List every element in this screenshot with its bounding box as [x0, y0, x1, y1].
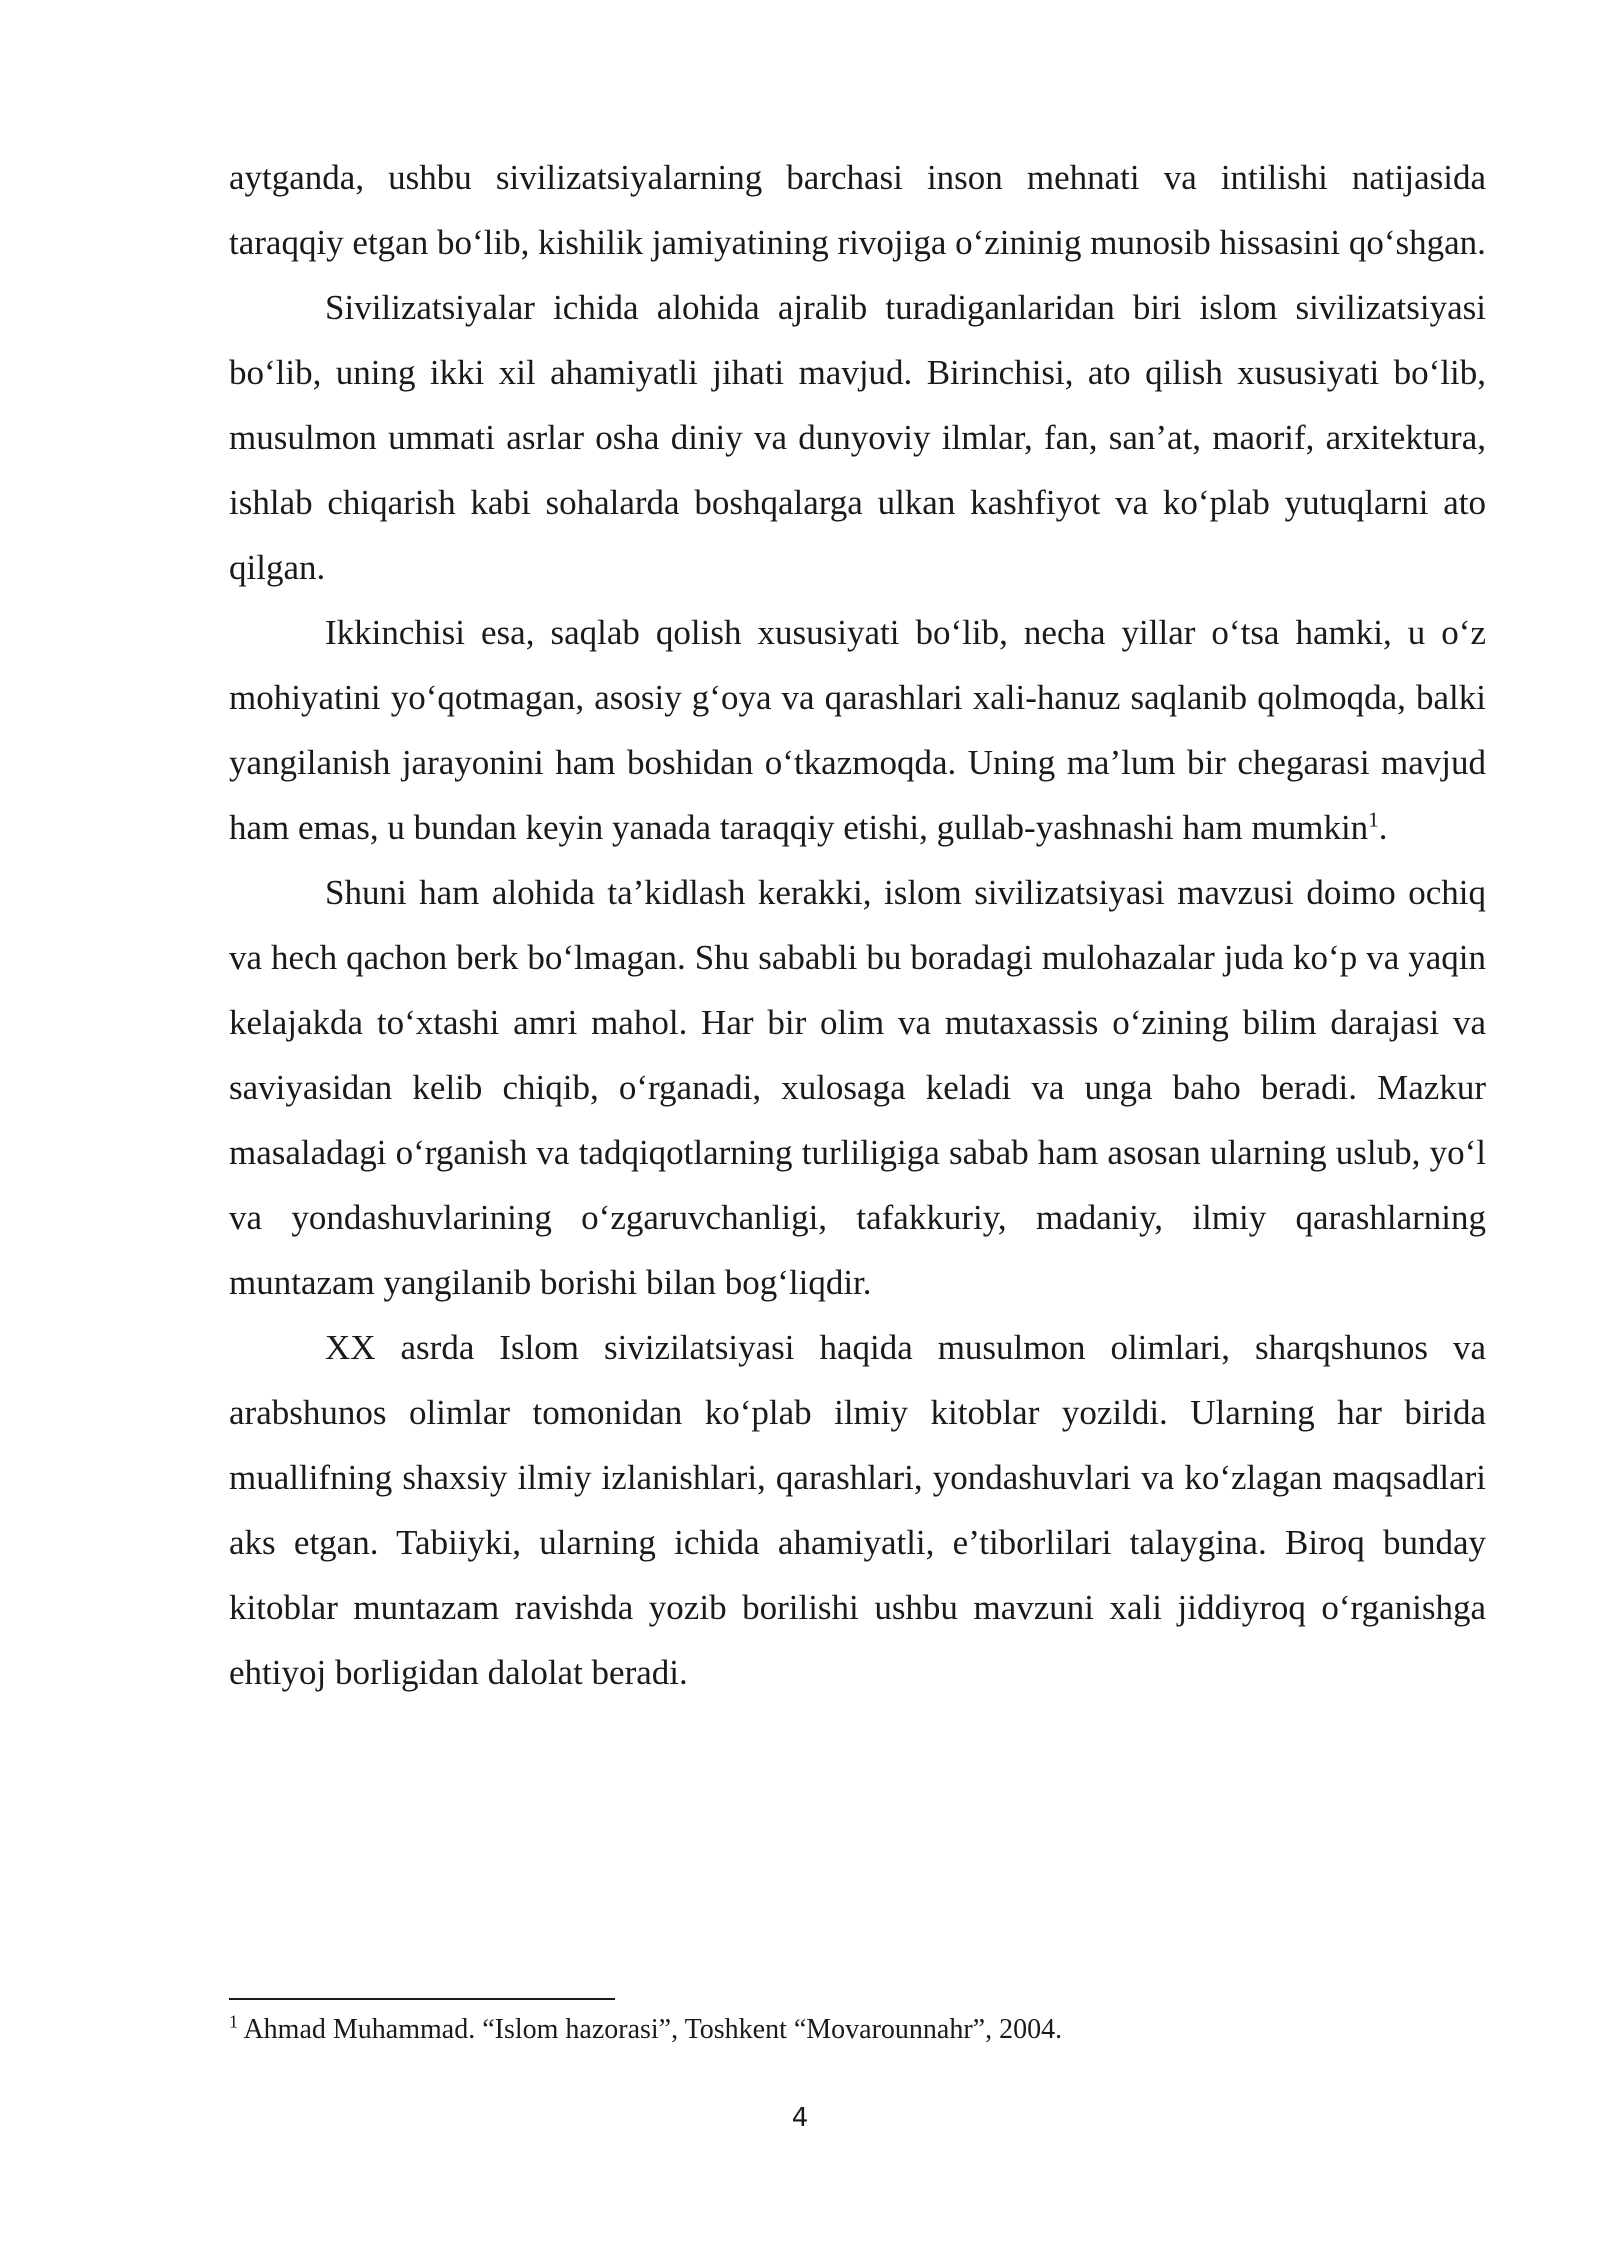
paragraph-text: Ikkinchisi esa, saqlab qolish xususiyati bo‘lib, necha yillar o‘tsa hamki, u o‘z mohiyatini yo‘qotmagan, asosiy g‘oya va qarashlari xali-hanuz saqlanib qolmoqda, balki yangilanish jarayonini ham boshidan o‘tkazmoqda. Uning ma’lum bir chegarasi mavjud ham emas, u bundan keyin yanada taraqqiy etishi, gullab-yashnashi ham mumkin [229, 613, 1486, 847]
paragraph-text: Shuni ham alohida ta’kidlash kerakki, islom sivilizatsiyasi mavzusi doimo ochiq va hech qachon berk bo‘lmagan. Shu sababli bu boradagi mulohazalar juda ko‘p va yaqin kelajakda to‘xtashi amri mahol. Har bir olim va mutaxassis o‘zining bilim darajasi va saviyasidan kelib chiqib, o‘rganadi, xulosaga keladi va unga baho beradi. Mazkur masaladagi o‘rganish va tadqiqotlarning turliligiga sabab ham asosan ularning uslub, yo‘l va yondashuvlarining o‘zgaruvchanligi, tafakkuriy, madaniy, ilmiy qarashlarning muntazam yangilanib borishi bilan bog‘liqdir. [229, 873, 1486, 1302]
footnote [229, 2010, 1486, 2050]
footnote-marker: 1 [229, 2011, 238, 2032]
paragraph-continuation [229, 145, 1486, 275]
paragraph-text: aytganda, ushbu sivilizatsiyalarning barchasi inson mehnati va intilishi natijasida taraqqiy etgan bo‘lib, kishilik jamiyatining rivojiga o‘zininig munosib hissasini qo‘shgan. [229, 158, 1486, 262]
footnote-text: Ahmad Muhammad. “Islom hazorasi”, Toshkent “Movarounnahr”, 2004. [238, 2014, 1063, 2045]
footnote-separator [229, 1998, 615, 2000]
footnote-reference[interactable]: 1 [1368, 807, 1379, 832]
paragraph-text: Sivilizatsiyalar ichida alohida ajralib turadiganlaridan biri islom sivilizatsiyasi bo‘lib, uning ikki xil ahamiyatli jihati mavjud. Birinchisi, ato qilish xususiyati bo‘lib, musulmon ummati asrlar osha diniy va dunyoviy ilmlar, fan, san’at, maorif, arxitektura, ishlab chiqarish kabi sohalarda boshqalarga ulkan kashfiyot va ko‘plab yutuqlarni ato qilgan. [229, 288, 1486, 587]
paragraph-preservation [229, 600, 1486, 860]
paragraph-text: XX asrda Islom sivizilatsiyasi haqida musulmon olimlari, sharqshunos va arabshunos olimlar tomonidan ko‘plab ilmiy kitoblar yozildi. Ularning har birida muallifning shaxsiy ilmiy izlanishlari, qarashlari, yondashuvlari va ko‘zlagan maqsadlari aks etgan. Tabiiyki, ularning ichida ahamiyatli, e’tiborlilari talaygina. Biroq bunday kitoblar muntazam ravishda yozib borilishi ushbu mavzuni xali jiddiyroq o‘rganishga ehtiyoj borligidan dalolat beradi. [229, 1328, 1486, 1692]
paragraph-open-topic [229, 860, 1486, 1315]
page-number: 4 [791, 2103, 809, 2133]
paragraph-twentieth-century [229, 1315, 1486, 1705]
paragraph-islamic-civilization [229, 275, 1486, 600]
paragraph-text-tail: . [1378, 808, 1388, 847]
body-text [229, 145, 1486, 1705]
